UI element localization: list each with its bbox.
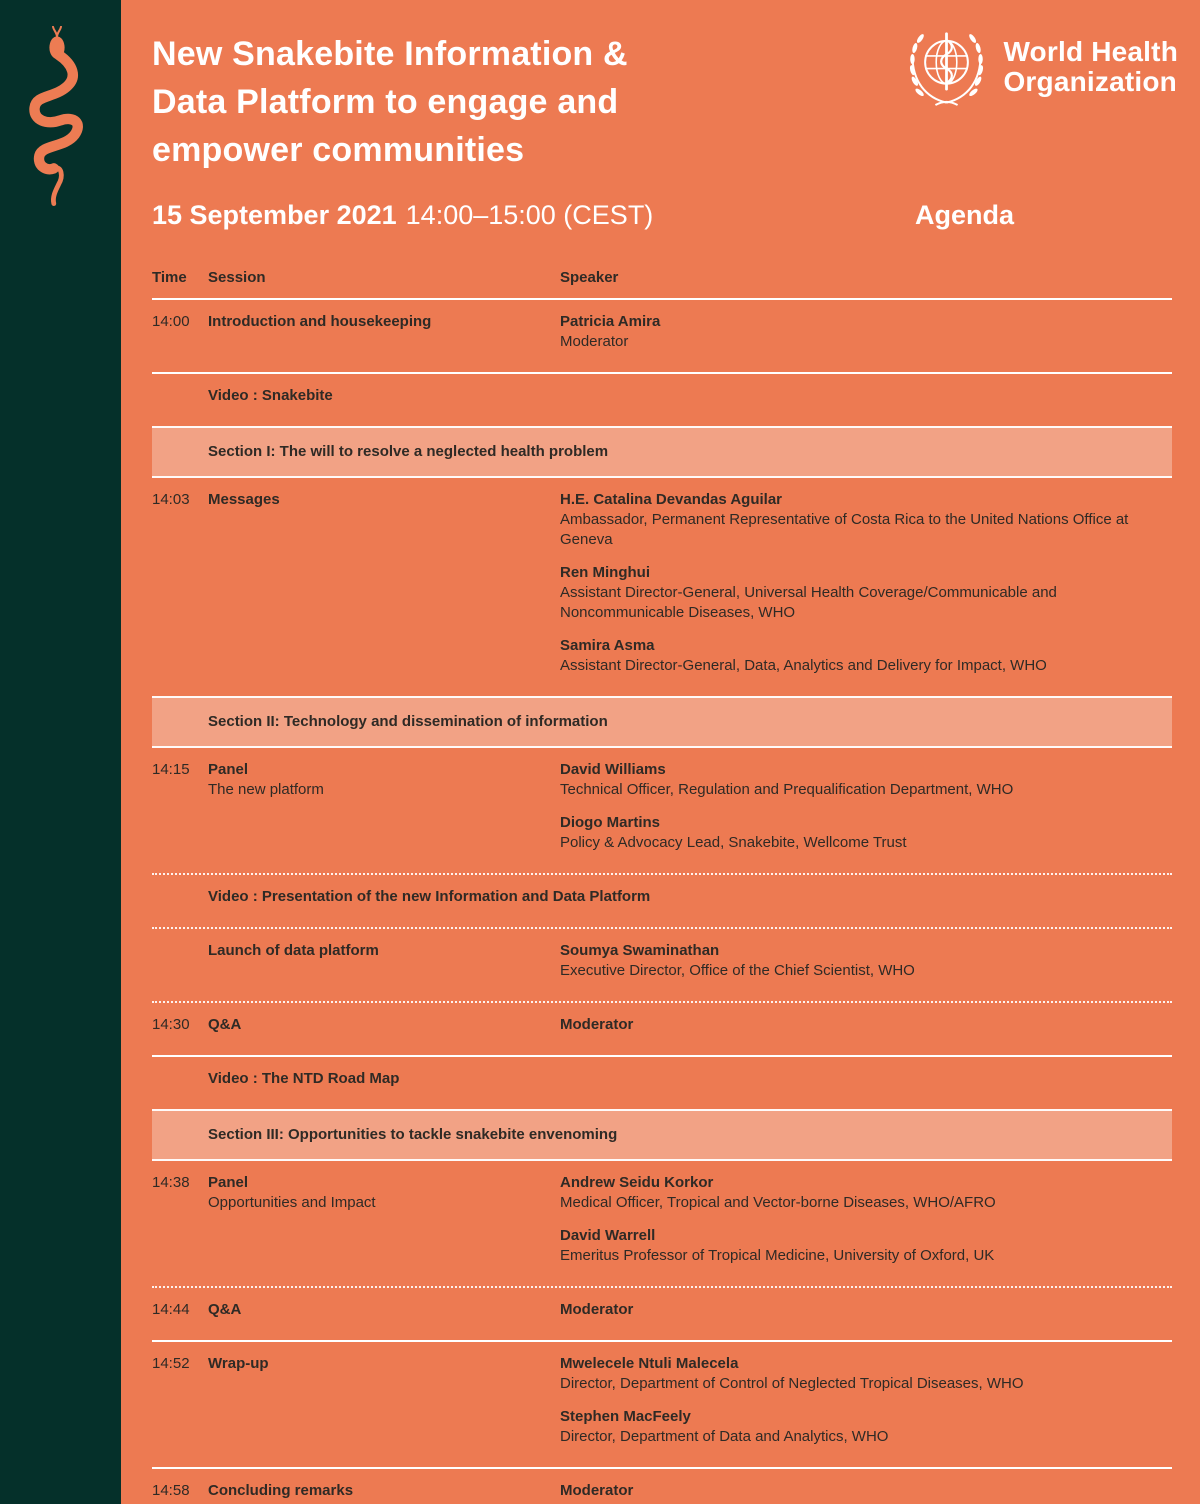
who-logo-text	[1003, 37, 1178, 97]
section-label: Section I: The will to resolve a neglected health problem	[208, 443, 609, 460]
speaker-block	[560, 1015, 1172, 1035]
speaker-name: Stephen MacFeely	[560, 1408, 691, 1425]
speaker-block	[560, 760, 1172, 800]
session-subtitle: The new platform	[208, 781, 324, 798]
speaker-cell	[560, 941, 1172, 981]
speaker-name: Andrew Seidu Korkor	[560, 1174, 714, 1191]
time-cell: 14:44	[152, 1301, 190, 1318]
section-label: Section III: Opportunities to tackle snakebite envenoming	[208, 1126, 618, 1143]
speaker-cell	[560, 1354, 1172, 1447]
session-cell	[208, 1069, 1172, 1089]
time-cell: 14:15	[152, 761, 190, 778]
speaker-block	[560, 941, 1172, 981]
speaker-role: Director, Department of Data and Analytics, WHO	[560, 1428, 889, 1445]
speaker-block	[560, 636, 1172, 676]
sidebar	[0, 0, 121, 1504]
who-logo-line1: World Health	[1003, 36, 1178, 67]
speaker-cell	[560, 1300, 1172, 1320]
video-row	[152, 372, 1172, 426]
time-cell	[152, 386, 208, 406]
speaker-name: Mwelecele Ntuli Malecela	[560, 1355, 739, 1372]
speaker-name: Ren Minghui	[560, 564, 650, 581]
agenda-row	[152, 1001, 1172, 1055]
speaker-cell	[560, 1173, 1172, 1266]
session-cell	[208, 386, 1172, 406]
section-header	[152, 426, 1172, 478]
speaker-role: Technical Officer, Regulation and Prequalification Department, WHO	[560, 781, 1014, 798]
speaker-role: Emeritus Professor of Tropical Medicine, University of Oxford, UK	[560, 1247, 995, 1264]
video-title: Video : Presentation of the new Information and Data Platform	[208, 888, 651, 905]
title-line-3: empower communities	[152, 131, 525, 169]
time-cell	[152, 887, 208, 907]
agenda-row	[152, 1340, 1172, 1467]
time-cell	[152, 1069, 208, 1089]
session-cell	[208, 1481, 560, 1501]
speaker-name: Diogo Martins	[560, 814, 660, 831]
time-cell: 14:52	[152, 1355, 190, 1372]
table-header-row	[152, 268, 1172, 300]
speaker-block	[560, 1407, 1172, 1447]
col-header-speaker: Speaker	[560, 269, 619, 286]
section-label: Section II: Technology and dissemination of information	[208, 713, 608, 730]
session-title: Concluding remarks	[208, 1482, 354, 1499]
speaker-name: Moderator	[560, 1301, 634, 1318]
title-line-1: New Snakebite Information &	[152, 35, 628, 73]
speaker-role: Policy & Advocacy Lead, Snakebite, Wellcome Trust	[560, 834, 907, 851]
speaker-name: Samira Asma	[560, 637, 655, 654]
session-cell	[208, 312, 560, 352]
section-header	[152, 1109, 1172, 1161]
time-cell	[152, 941, 208, 981]
agenda-row	[152, 748, 1172, 873]
speaker-block	[560, 490, 1172, 550]
speaker-name: Moderator	[560, 1482, 634, 1499]
title-line-2: Data Platform to engage and	[152, 83, 619, 121]
time-cell: 14:03	[152, 491, 190, 508]
time-cell: 14:58	[152, 1482, 190, 1499]
speaker-block	[560, 563, 1172, 623]
speaker-block	[560, 1300, 1172, 1320]
agenda-label: Agenda	[915, 200, 1015, 230]
speaker-role: Director, Department of Control of Neglected Tropical Diseases, WHO	[560, 1375, 1024, 1392]
session-cell	[208, 1173, 560, 1266]
session-title: Q&A	[208, 1016, 242, 1033]
video-row	[152, 1055, 1172, 1109]
session-cell	[208, 941, 560, 981]
speaker-block	[560, 312, 1172, 352]
agenda-row	[152, 1286, 1172, 1340]
session-title: Messages	[208, 491, 280, 508]
session-title: Q&A	[208, 1301, 242, 1318]
speaker-block	[560, 1226, 1172, 1266]
video-title: Video : Snakebite	[208, 387, 333, 404]
col-header-session: Session	[208, 269, 266, 286]
speaker-name: Patricia Amira	[560, 313, 661, 330]
speaker-name: H.E. Catalina Devandas Aguilar	[560, 491, 783, 508]
speaker-role: Ambassador, Permanent Representative of Costa Rica to the United Nations Office at Geneva	[560, 511, 1129, 548]
who-logo-line2: Organization	[1003, 66, 1177, 97]
event-date: 15 September 2021	[152, 200, 397, 230]
session-cell	[208, 760, 560, 853]
agenda-row	[152, 1161, 1172, 1286]
session-cell	[208, 1015, 560, 1035]
speaker-cell	[560, 490, 1172, 676]
session-title: Wrap-up	[208, 1355, 269, 1372]
session-title: Launch of data platform	[208, 942, 379, 959]
main-content	[121, 0, 1200, 1504]
speaker-cell	[560, 760, 1172, 853]
video-title: Video : The NTD Road Map	[208, 1070, 400, 1087]
speaker-role: Medical Officer, Tropical and Vector-borne Diseases, WHO/AFRO	[560, 1194, 996, 1211]
speaker-cell	[560, 1015, 1172, 1035]
col-header-time: Time	[152, 269, 187, 286]
speaker-role: Moderator	[560, 333, 629, 350]
speaker-role: Assistant Director-General, Universal Health Coverage/Communicable and Noncommunicable Diseases, WHO	[560, 584, 1057, 621]
session-title: Panel	[208, 761, 249, 778]
session-title: Panel	[208, 1174, 249, 1191]
event-time: 14:00–15:00 (CEST)	[405, 200, 654, 230]
session-cell	[208, 1354, 560, 1447]
time-cell: 14:30	[152, 1016, 190, 1033]
speaker-block	[560, 813, 1172, 853]
snake-icon	[17, 26, 105, 210]
video-row	[152, 873, 1172, 927]
agenda-table	[152, 268, 1172, 1504]
speaker-cell	[560, 1481, 1172, 1501]
speaker-cell	[560, 312, 1172, 352]
speaker-block	[560, 1481, 1172, 1501]
session-subtitle: Opportunities and Impact	[208, 1194, 376, 1211]
section-header	[152, 696, 1172, 748]
time-cell: 14:00	[152, 313, 190, 330]
agenda-row	[152, 927, 1172, 1001]
speaker-block	[560, 1354, 1172, 1394]
session-cell	[208, 1300, 560, 1320]
event-date-row	[152, 200, 1172, 236]
session-title: Introduction and housekeeping	[208, 313, 432, 330]
agenda-row	[152, 1467, 1172, 1504]
who-logo	[899, 22, 1178, 112]
agenda-row	[152, 300, 1172, 372]
speaker-name: David Warrell	[560, 1227, 656, 1244]
speaker-role: Executive Director, Office of the Chief Scientist, WHO	[560, 962, 915, 979]
speaker-name: Moderator	[560, 1016, 634, 1033]
speaker-block	[560, 1173, 1172, 1213]
agenda-row	[152, 478, 1172, 696]
time-cell: 14:38	[152, 1174, 190, 1191]
speaker-name: Soumya Swaminathan	[560, 942, 720, 959]
speaker-role: Assistant Director-General, Data, Analytics and Delivery for Impact, WHO	[560, 657, 1047, 674]
session-cell	[208, 887, 1172, 907]
speaker-name: David Williams	[560, 761, 666, 778]
who-emblem-icon	[899, 22, 994, 112]
session-cell	[208, 490, 560, 676]
